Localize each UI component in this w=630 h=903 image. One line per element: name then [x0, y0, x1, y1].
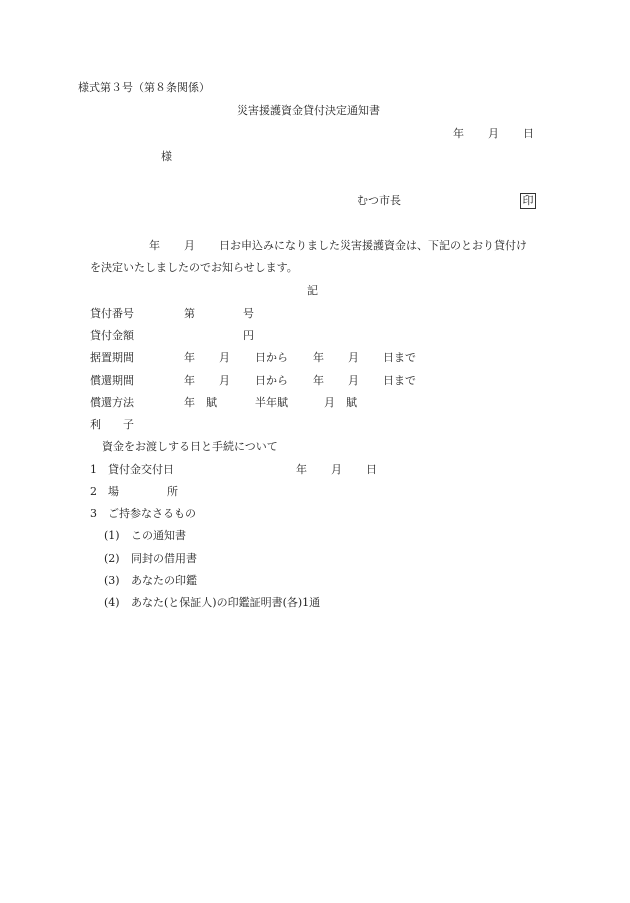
- repayment-method-annual: 年 賦: [184, 396, 217, 409]
- sub-item-1-text: この通知書: [131, 529, 186, 542]
- loan-number-go: 号: [243, 307, 254, 320]
- delivery-item-3-label: ご持参なさるもの: [108, 507, 196, 520]
- repayment-period-until: 日まで: [383, 374, 416, 387]
- delivery-item-1-number: 1: [90, 463, 97, 476]
- ki-heading: 記: [307, 284, 318, 297]
- loan-number-label: 貸付番号: [90, 307, 134, 320]
- body-month: 月: [184, 239, 195, 252]
- document-title: 災害援護資金貸付決定通知書: [237, 104, 380, 117]
- interest-label: 利 子: [90, 418, 134, 431]
- delivery-item-2-label-a: 場: [108, 485, 119, 498]
- date-day: 日: [523, 127, 534, 140]
- grace-period-label: 据置期間: [90, 351, 134, 364]
- delivery-item-2-label-b: 所: [167, 485, 178, 498]
- loan-amount-yen: 円: [243, 329, 254, 342]
- sub-item-3-number: (3): [104, 574, 120, 587]
- repayment-period-month-1: 月: [219, 374, 230, 387]
- sub-item-2-number: (2): [104, 552, 120, 565]
- grace-period-from: 日から: [255, 351, 288, 364]
- seal-stamp-box: 印: [520, 193, 536, 209]
- sub-item-1-number: (1): [104, 529, 120, 542]
- loan-number-dai: 第: [184, 307, 195, 320]
- body-line1-text: 日お申込みになりました災害援護資金は、下記のとおり貸付け: [219, 239, 527, 252]
- grace-period-until: 日まで: [383, 351, 416, 364]
- issuer-name: むつ市長: [357, 194, 401, 207]
- delivery-heading: 資金をお渡しする日と手続について: [102, 440, 278, 453]
- repayment-period-year-2: 年: [313, 374, 324, 387]
- sub-item-3-text: あなたの印鑑: [131, 574, 197, 587]
- grace-period-month-1: 月: [219, 351, 230, 364]
- date-year: 年: [453, 127, 464, 140]
- delivery-item-3-number: 3: [90, 507, 97, 520]
- delivery-item-1-day: 日: [366, 463, 377, 476]
- repayment-period-label: 償還期間: [90, 374, 134, 387]
- sub-item-4-text: あなた(と保証人)の印鑑証明書(各)1通: [131, 596, 321, 609]
- delivery-item-1-month: 月: [331, 463, 342, 476]
- delivery-item-2-number: 2: [90, 485, 97, 498]
- grace-period-year-1: 年: [184, 351, 195, 364]
- grace-period-year-2: 年: [313, 351, 324, 364]
- sub-item-4-number: (4): [104, 596, 120, 609]
- repayment-period-from: 日から: [255, 374, 288, 387]
- body-line2-text: を決定いたしましたのでお知らせします。: [90, 261, 298, 274]
- loan-amount-label: 貸付金額: [90, 329, 134, 342]
- delivery-item-1-label: 貸付金交付日: [108, 463, 174, 476]
- repayment-period-year-1: 年: [184, 374, 195, 387]
- date-month: 月: [488, 127, 499, 140]
- delivery-item-1-year: 年: [296, 463, 307, 476]
- grace-period-month-2: 月: [348, 351, 359, 364]
- form-label: 様式第３号（第８条関係）: [78, 81, 210, 94]
- body-year: 年: [149, 239, 160, 252]
- repayment-period-month-2: 月: [348, 374, 359, 387]
- sub-item-2-text: 同封の借用書: [131, 552, 197, 565]
- repayment-method-label: 償還方法: [90, 396, 134, 409]
- repayment-method-monthly: 月 賦: [324, 396, 357, 409]
- recipient-suffix: 様: [161, 150, 172, 163]
- repayment-method-semiannual: 半年賦: [255, 396, 288, 409]
